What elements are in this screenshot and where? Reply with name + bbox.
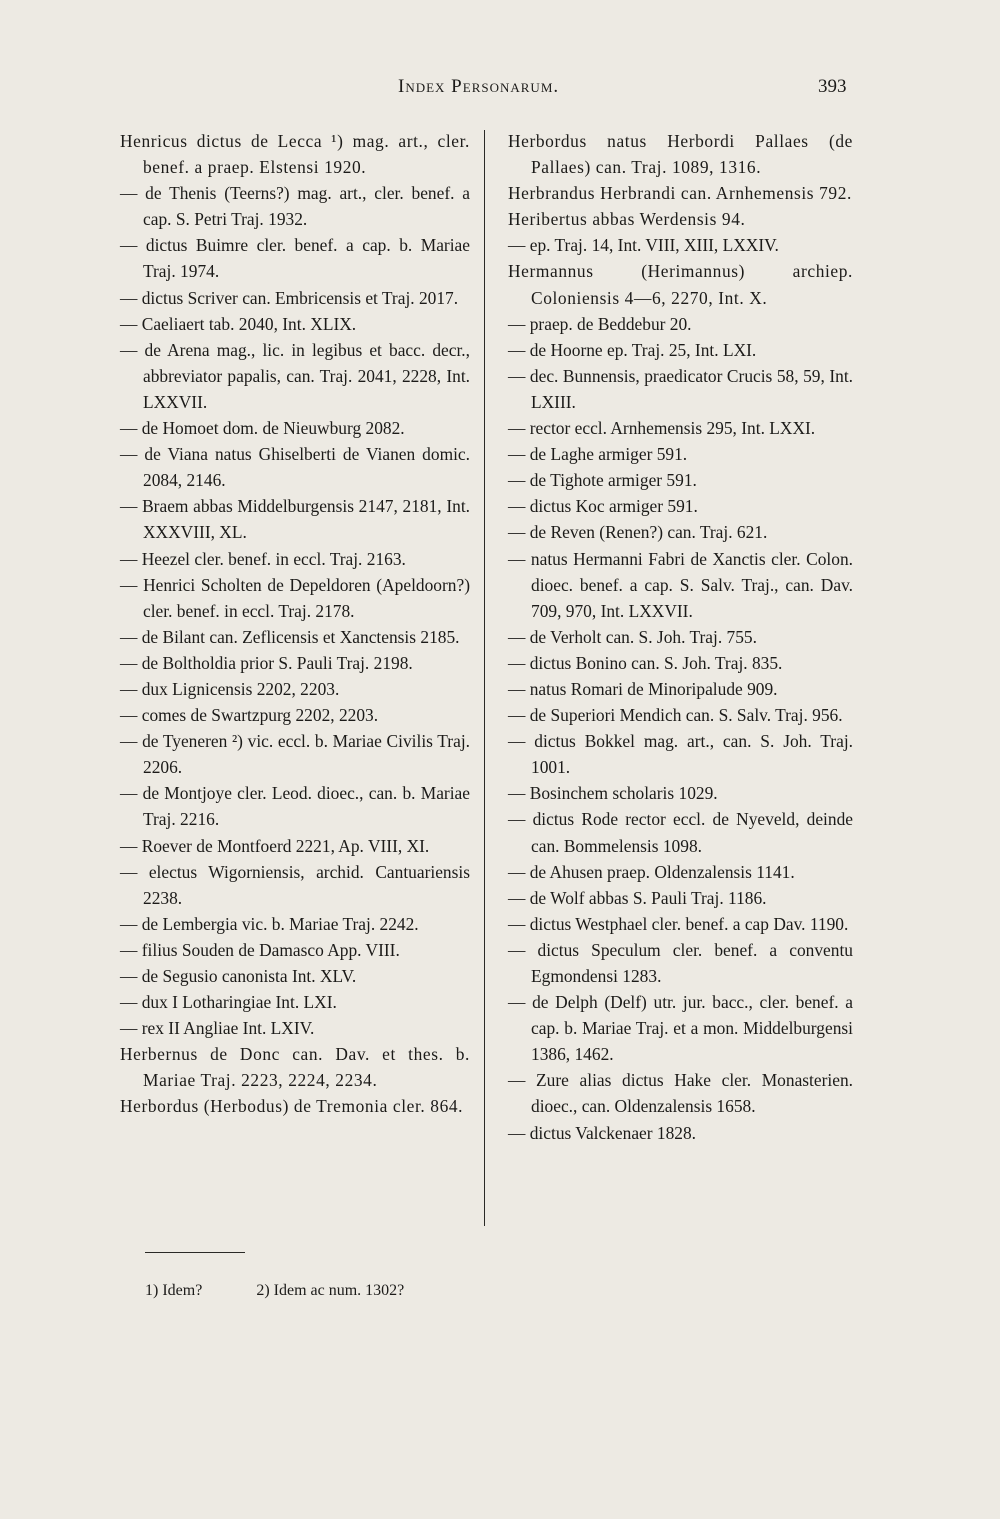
running-title: Index Personarum. xyxy=(398,76,560,97)
index-entry: — de Segusio canonista Int. XLV. xyxy=(120,966,357,986)
index-entry: — de Superiori Mendich can. S. Salv. Traj. 956. xyxy=(508,705,843,726)
index-entry: — dictus Buimre cler. benef. a cap. b. Mariae Traj. 1974. xyxy=(120,235,470,282)
column-divider xyxy=(484,130,485,1226)
footnotes xyxy=(145,1282,454,1300)
index-entry: — de Bilant can. Zeflicensis et Xanctensis 2185. xyxy=(120,626,460,647)
index-entry: — Zure alias dictus Hake cler. Monasterien. dioec., can. Oldenzalensis 1658. xyxy=(508,1070,853,1117)
page-header xyxy=(0,76,1000,106)
index-entry: — de Boltholdia prior S. Pauli Traj. 2198. xyxy=(120,652,413,673)
index-entry: — comes de Swartzpurg 2202, 2203. xyxy=(120,705,379,726)
index-entry: — de Arena mag., lic. in legibus et bacc. decr., abbreviator papalis, can. Traj. 2041, 2228, Int. LXXVII. xyxy=(120,339,470,412)
index-entry: — dictus Rode rector eccl. de Nyeveld, deinde can. Bommelensis 1098. xyxy=(508,809,853,856)
index-entry: — Roever de Montfoerd 2221, Ap. VIII, XI. xyxy=(120,835,430,856)
index-entry: — de Hoorne ep. Traj. 25, Int. LXI. xyxy=(508,339,757,360)
index-entry: Herbordus natus Herbordi Pallaes (de Pallaes) can. Traj. 1089, 1316. xyxy=(508,131,853,178)
index-entry: — de Thenis (Teerns?) mag. art., cler. benef. a cap. S. Petri Traj. 1932. xyxy=(120,183,470,230)
index-entry: — natus Hermanni Fabri de Xanctis cler. Colon. dioec. benef. a cap. S. Salv. Traj., can. Dav. 709, 970, Int. LXXVII. xyxy=(508,548,853,621)
index-entry: — de Tighote armiger 591. xyxy=(508,470,697,491)
index-entry: — natus Romari de Minoripalude 909. xyxy=(508,678,778,699)
index-entry: — dictus Scriver can. Embricensis et Traj. 2017. xyxy=(120,287,459,308)
page-number: 393 xyxy=(818,76,847,97)
index-entry: — de Montjoye cler. Leod. dioec., can. b. Mariae Traj. 2216. xyxy=(120,783,470,830)
index-entry: — dictus Speculum cler. benef. a conventu Egmondensi 1283. xyxy=(508,939,853,986)
index-entry: — rector eccl. Arnhemensis 295, Int. LXXI. xyxy=(508,418,816,439)
index-entry: — dictus Bonino can. S. Joh. Traj. 835. xyxy=(508,652,783,673)
index-entry: — electus Wigorniensis, archid. Cantuariensis 2238. xyxy=(120,861,470,908)
index-entry: Hermannus (Herimannus) archiep. Coloniensis 4—6, 2270, Int. X. xyxy=(508,261,853,308)
index-entry: — Heezel cler. benef. in eccl. Traj. 2163. xyxy=(120,548,406,569)
index-entry: Herbordus (Herbodus) de Tremonia cler. 864. xyxy=(120,1096,464,1117)
index-entry: — de Homoet dom. de Nieuwburg 2082. xyxy=(120,418,405,439)
index-entry: — de Wolf abbas S. Pauli Traj. 1186. xyxy=(508,887,767,908)
index-entry: — praep. de Beddebur 20. xyxy=(508,313,692,334)
footnote-1: 1) Idem? xyxy=(145,1282,203,1299)
index-entry: Henricus dictus de Lecca ¹) mag. art., cler. benef. a praep. Elstensi 1920. xyxy=(120,131,470,178)
index-entry: — Bosinchem scholaris 1029. xyxy=(508,783,718,804)
index-entry: — de Ahusen praep. Oldenzalensis 1141. xyxy=(508,861,795,882)
index-entry: — de Tyeneren ²) vic. eccl. b. Mariae Civilis Traj. 2206. xyxy=(120,731,470,778)
index-entry: — dictus Westphael cler. benef. a cap Dav. 1190. xyxy=(508,913,849,934)
index-entry: — de Lembergia vic. b. Mariae Traj. 2242. xyxy=(120,913,419,934)
index-entry: — Henrici Scholten de Depeldoren (Apeldoorn?) cler. benef. in eccl. Traj. 2178. xyxy=(120,574,470,621)
index-entry: — de Verholt can. S. Joh. Traj. 755. xyxy=(508,626,757,647)
index-entry: — ep. Traj. 14, Int. VIII, XIII, LXXIV. xyxy=(508,235,779,256)
footnote-rule xyxy=(145,1252,245,1253)
index-entry: — de Laghe armiger 591. xyxy=(508,444,688,465)
index-entry: Heribertus abbas Werdensis 94. xyxy=(508,209,746,230)
index-entry: — dictus Valckenaer 1828. xyxy=(508,1122,697,1143)
index-entry: — dux Lignicensis 2202, 2203. xyxy=(120,678,340,699)
right-column xyxy=(508,128,853,1146)
index-entry: — de Reven (Renen?) can. Traj. 621. xyxy=(508,522,768,543)
index-entry: — dux I Lotharingiae Int. LXI. xyxy=(120,992,337,1013)
footnote-2: 2) Idem ac num. 1302? xyxy=(256,1282,405,1299)
index-entry: — de Delph (Delf) utr. jur. bacc., cler. benef. a cap. b. Mariae Traj. et a mon. Middelburgensi 1386, 1462. xyxy=(508,992,853,1065)
index-entry: — dec. Bunnensis, praedicator Crucis 58, 59, Int. LXIII. xyxy=(508,365,853,412)
index-entry: — de Viana natus Ghiselberti de Vianen domic. 2084, 2146. xyxy=(120,444,470,491)
index-entry: — rex II Angliae Int. LXIV. xyxy=(120,1018,315,1039)
index-entry: — dictus Bokkel mag. art., can. S. Joh. Traj. 1001. xyxy=(508,731,853,778)
index-entry: — Braem abbas Middelburgensis 2147, 2181, Int. XXXVIII, XL. xyxy=(120,496,470,543)
index-entry: — Caeliaert tab. 2040, Int. XLIX. xyxy=(120,313,357,334)
index-entry: — dictus Koc armiger 591. xyxy=(508,496,698,517)
index-entry: — filius Souden de Damasco App. VIII. xyxy=(120,939,400,960)
index-entry: Herbrandus Herbrandi can. Arnhemensis 792. xyxy=(508,183,852,204)
left-column xyxy=(120,128,470,1120)
index-entry: Herbernus de Donc can. Dav. et thes. b. Mariae Traj. 2223, 2224, 2234. xyxy=(120,1044,470,1091)
